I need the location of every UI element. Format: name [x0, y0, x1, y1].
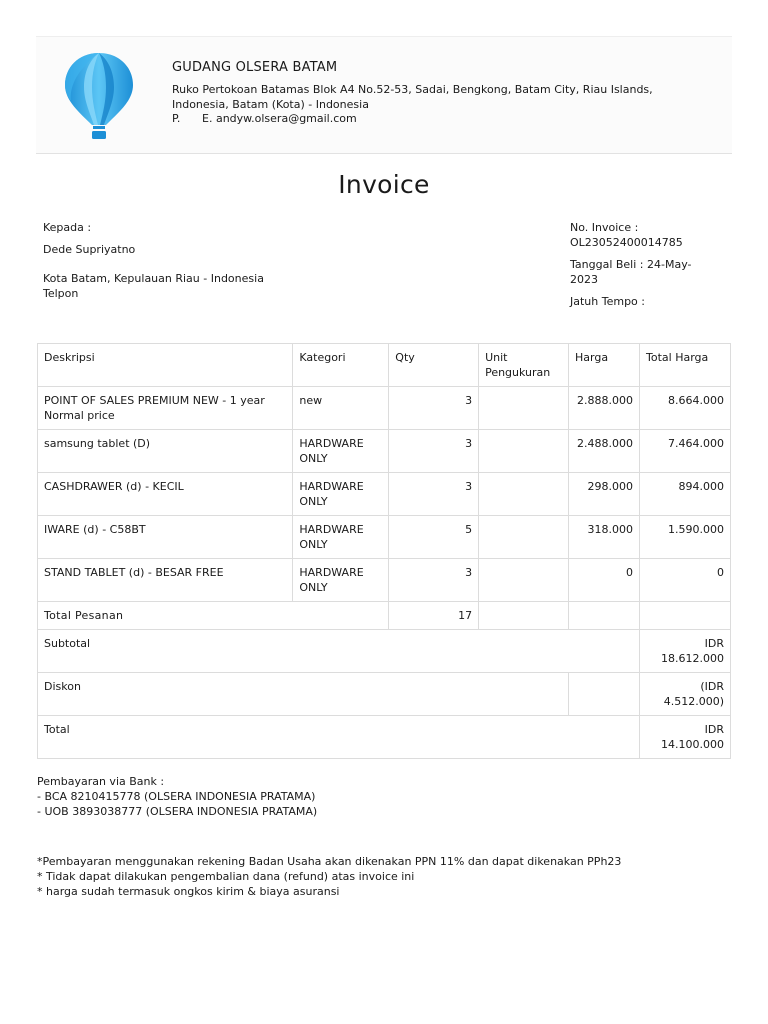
discount-label: Diskon	[38, 673, 569, 716]
due-date-label: Jatuh Tempo :	[570, 295, 645, 308]
column-header-unit: Unit Pengukuran	[479, 344, 569, 387]
order-total-row	[38, 602, 731, 630]
column-header-category: Kategori	[293, 344, 389, 387]
bank-account-line: - UOB 3893038777 (OLSERA INDONESIA PRATAMA)	[37, 805, 318, 818]
invoice-number-label: No. Invoice :	[570, 221, 639, 234]
item-price: 318.000	[569, 516, 640, 559]
item-qty: 3	[389, 430, 479, 473]
item-unit	[479, 387, 569, 430]
column-header-description: Deskripsi	[38, 344, 293, 387]
item-total: 7.464.000	[640, 430, 731, 473]
invoice-items-table	[37, 343, 731, 759]
invoice-info-block	[570, 220, 710, 316]
item-unit	[479, 430, 569, 473]
item-unit	[479, 473, 569, 516]
subtotal-label: Subtotal	[38, 630, 640, 673]
table-header-row	[38, 344, 731, 387]
order-total-label: Total Pesanan	[38, 602, 389, 630]
invoice-number: OL23052400014785	[570, 236, 683, 249]
grand-total-value: IDR 14.100.000	[640, 716, 731, 759]
hot-air-balloon-icon	[62, 51, 136, 141]
bank-account-line: - BCA 8210415778 (OLSERA INDONESIA PRATAMA)	[37, 790, 316, 803]
item-description: STAND TABLET (d) - BESAR FREE	[38, 559, 293, 602]
note-line: *Pembayaran menggunakan rekening Badan Usaha akan dikenakan PPN 11% dan dapat dikenakan PPh23	[37, 855, 622, 868]
invoice-date: Tanggal Beli : 24-May-2023	[570, 258, 692, 286]
customer-name: Dede Supriyatno	[43, 243, 136, 256]
item-category: HARDWARE ONLY	[293, 430, 389, 473]
item-total: 0	[640, 559, 731, 602]
item-description: POINT OF SALES PREMIUM NEW - 1 year Normal price	[38, 387, 293, 430]
empty-cell	[569, 673, 640, 716]
note-line: * Tidak dapat dilakukan pengembalian dana (refund) atas invoice ini	[37, 870, 415, 883]
discount-row	[38, 673, 731, 716]
table-row	[38, 430, 731, 473]
table-row	[38, 559, 731, 602]
table-row	[38, 516, 731, 559]
item-price: 0	[569, 559, 640, 602]
subtotal-row	[38, 630, 731, 673]
customer-phone-label: Telpon	[43, 287, 79, 300]
company-contact	[172, 112, 357, 125]
table-row	[38, 473, 731, 516]
grand-total-label: Total	[38, 716, 640, 759]
item-description: CASHDRAWER (d) - KECIL	[38, 473, 293, 516]
customer-label: Kepada :	[43, 221, 92, 234]
item-description: IWARE (d) - C58BT	[38, 516, 293, 559]
payment-heading: Pembayaran via Bank :	[37, 775, 165, 788]
item-unit	[479, 559, 569, 602]
page-title: Invoice	[338, 170, 430, 199]
item-qty: 3	[389, 473, 479, 516]
item-category: HARDWARE ONLY	[293, 473, 389, 516]
item-unit	[479, 516, 569, 559]
company-name: GUDANG OLSERA BATAM	[172, 60, 338, 75]
item-qty: 3	[389, 559, 479, 602]
column-header-price: Harga	[569, 344, 640, 387]
item-description: samsung tablet (D)	[38, 430, 293, 473]
payment-info	[37, 774, 317, 819]
item-category: HARDWARE ONLY	[293, 559, 389, 602]
item-price: 298.000	[569, 473, 640, 516]
empty-cell	[479, 602, 569, 630]
item-qty: 5	[389, 516, 479, 559]
email-label: E.	[202, 112, 213, 125]
invoice-notes	[37, 854, 621, 899]
company-email[interactable]: andyw.olsera@gmail.com	[215, 112, 357, 125]
column-header-qty: Qty	[389, 344, 479, 387]
phone-label: P.	[172, 112, 181, 125]
item-price: 2.888.000	[569, 387, 640, 430]
empty-cell	[569, 602, 640, 630]
order-total-qty: 17	[389, 602, 479, 630]
item-total: 1.590.000	[640, 516, 731, 559]
company-address: Ruko Pertokoan Batamas Blok A4 No.52-53, Sadai, Bengkong, Batam City, Riau Islands, Indonesia, Batam (Kota) - Indonesia	[172, 83, 653, 111]
invoice-header	[36, 36, 732, 154]
grand-total-row	[38, 716, 731, 759]
item-category: HARDWARE ONLY	[293, 516, 389, 559]
empty-cell	[640, 602, 731, 630]
subtotal-value: IDR 18.612.000	[640, 630, 731, 673]
item-qty: 3	[389, 387, 479, 430]
item-total: 8.664.000	[640, 387, 731, 430]
item-price: 2.488.000	[569, 430, 640, 473]
customer-address: Kota Batam, Kepulauan Riau - Indonesia	[43, 272, 264, 285]
column-header-total: Total Harga	[640, 344, 731, 387]
item-total: 894.000	[640, 473, 731, 516]
table-row	[38, 387, 731, 430]
discount-value: (IDR 4.512.000)	[640, 673, 731, 716]
customer-block	[43, 220, 303, 301]
note-line: * harga sudah termasuk ongkos kirim & biaya asuransi	[37, 885, 340, 898]
item-category: new	[293, 387, 389, 430]
